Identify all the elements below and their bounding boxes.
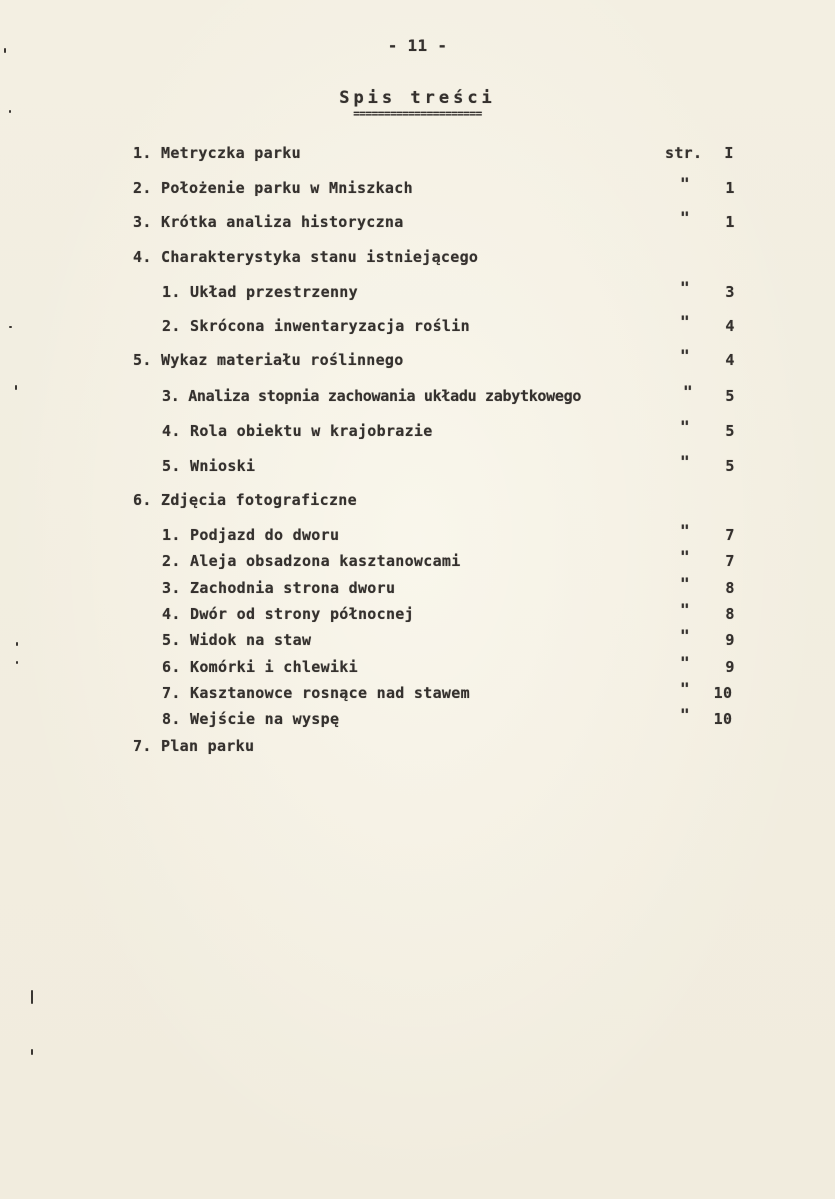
toc-entry-label: 3. Zachodnia strona dworu bbox=[162, 579, 396, 597]
toc-entry-page: 4 bbox=[725, 351, 735, 369]
toc-entry-label: 2. Położenie parku w Mniszkach bbox=[133, 179, 413, 197]
toc-entry-page: 4 bbox=[725, 317, 735, 335]
toc-entry bbox=[0, 679, 835, 703]
toc-entry bbox=[0, 626, 835, 650]
page-number: - 11 - bbox=[387, 36, 448, 55]
toc-entry-label: 4. Dwór od strony północnej bbox=[162, 605, 414, 623]
toc-entry bbox=[0, 346, 835, 370]
toc-entry-label: 1. Podjazd do dworu bbox=[162, 526, 340, 544]
margin-speck bbox=[9, 326, 12, 328]
toc-entry bbox=[0, 417, 835, 441]
toc-entry-page: 1 bbox=[725, 213, 735, 231]
toc-entry-label: 1. Układ przestrzenny bbox=[162, 283, 358, 301]
toc-entry-page: 9 bbox=[725, 631, 735, 649]
toc-entry-label: 2. Aleja obsadzona kasztanowcami bbox=[162, 552, 461, 570]
toc-entry-label: 4. Rola obiektu w krajobrazie bbox=[162, 422, 433, 440]
toc-entry bbox=[0, 736, 835, 756]
ditto-mark: " bbox=[680, 547, 690, 566]
toc-entry-page: 3 bbox=[725, 283, 735, 301]
toc-entry-label: 6. Komórki i chlewiki bbox=[162, 658, 358, 676]
ditto-mark: " bbox=[680, 705, 690, 724]
ditto-mark: " bbox=[680, 174, 690, 193]
ditto-mark: " bbox=[683, 382, 693, 401]
toc-entry-label: 5. Wnioski bbox=[162, 457, 256, 475]
toc-entry-label: 4. Charakterystyka stanu istniejącego bbox=[133, 248, 479, 266]
toc-entry-page: 7 bbox=[725, 526, 735, 544]
ditto-mark: " bbox=[680, 679, 690, 698]
toc-entry-label: 5. Wykaz materiału roślinnego bbox=[133, 351, 404, 369]
margin-speck bbox=[9, 110, 11, 113]
margin-speck bbox=[31, 990, 33, 1004]
toc-entry-label: 3. Analiza stopnia zachowania układu zabytkowego bbox=[162, 387, 582, 405]
toc-entry bbox=[0, 547, 835, 571]
str-label: str. bbox=[665, 144, 703, 162]
margin-speck bbox=[4, 48, 6, 53]
ditto-mark: " bbox=[680, 574, 690, 593]
toc-entry bbox=[0, 143, 835, 163]
toc-entry-page: 7 bbox=[725, 552, 735, 570]
margin-speck bbox=[16, 642, 18, 646]
ditto-mark: " bbox=[680, 346, 690, 365]
toc-entry bbox=[0, 208, 835, 232]
toc-entry bbox=[0, 382, 835, 406]
toc-entry-page: 10 bbox=[713, 684, 733, 702]
ditto-mark: " bbox=[680, 521, 690, 540]
toc-entry bbox=[0, 705, 835, 729]
ditto-mark: " bbox=[680, 626, 690, 645]
margin-speck bbox=[31, 1049, 33, 1055]
toc-entry bbox=[0, 521, 835, 545]
toc-entry-label: 8. Wejście na wyspę bbox=[162, 710, 340, 728]
ditto-mark: " bbox=[680, 600, 690, 619]
ditto-mark: " bbox=[680, 452, 690, 471]
toc-entry bbox=[0, 653, 835, 677]
ditto-mark: " bbox=[680, 278, 690, 297]
title-underline: ===================== bbox=[353, 107, 482, 120]
toc-entry-page: 5 bbox=[725, 457, 735, 475]
margin-speck bbox=[15, 385, 17, 390]
toc-entry bbox=[0, 312, 835, 336]
toc-entry bbox=[0, 452, 835, 476]
toc-entry-page: 8 bbox=[725, 605, 735, 623]
toc-entry bbox=[0, 574, 835, 598]
ditto-mark: " bbox=[680, 312, 690, 331]
toc-entry bbox=[0, 278, 835, 302]
toc-entry-page: 1 bbox=[725, 179, 735, 197]
toc-entry bbox=[0, 174, 835, 198]
toc-entry-page: 10 bbox=[713, 710, 733, 728]
toc-entry-label: 3. Krótka analiza historyczna bbox=[133, 213, 404, 231]
ditto-mark: " bbox=[680, 417, 690, 436]
toc-entry-page: 8 bbox=[725, 579, 735, 597]
toc-entry-page: 9 bbox=[725, 658, 735, 676]
toc-entry-label: 2. Skrócona inwentaryzacja roślin bbox=[162, 317, 470, 335]
ditto-mark: " bbox=[680, 653, 690, 672]
toc-entry-label: 1. Metryczka parku bbox=[133, 144, 301, 162]
toc-entry bbox=[0, 490, 835, 510]
toc-title: Spis treści bbox=[339, 88, 496, 108]
toc-entry-page: 5 bbox=[725, 422, 735, 440]
toc-entry-label: 5. Widok na staw bbox=[162, 631, 312, 649]
toc-entry-label: 6. Zdjęcia fotograficzne bbox=[133, 491, 357, 509]
toc-entry-page: I bbox=[724, 144, 734, 162]
ditto-mark: " bbox=[680, 208, 690, 227]
toc-entry bbox=[0, 600, 835, 624]
margin-speck bbox=[16, 661, 18, 664]
toc-entry-label: 7. Kasztanowce rosnące nad stawem bbox=[162, 684, 470, 702]
toc-entry-label: 7. Plan parku bbox=[133, 737, 255, 755]
toc-entry bbox=[0, 247, 835, 267]
toc-entry-page: 5 bbox=[725, 387, 735, 405]
